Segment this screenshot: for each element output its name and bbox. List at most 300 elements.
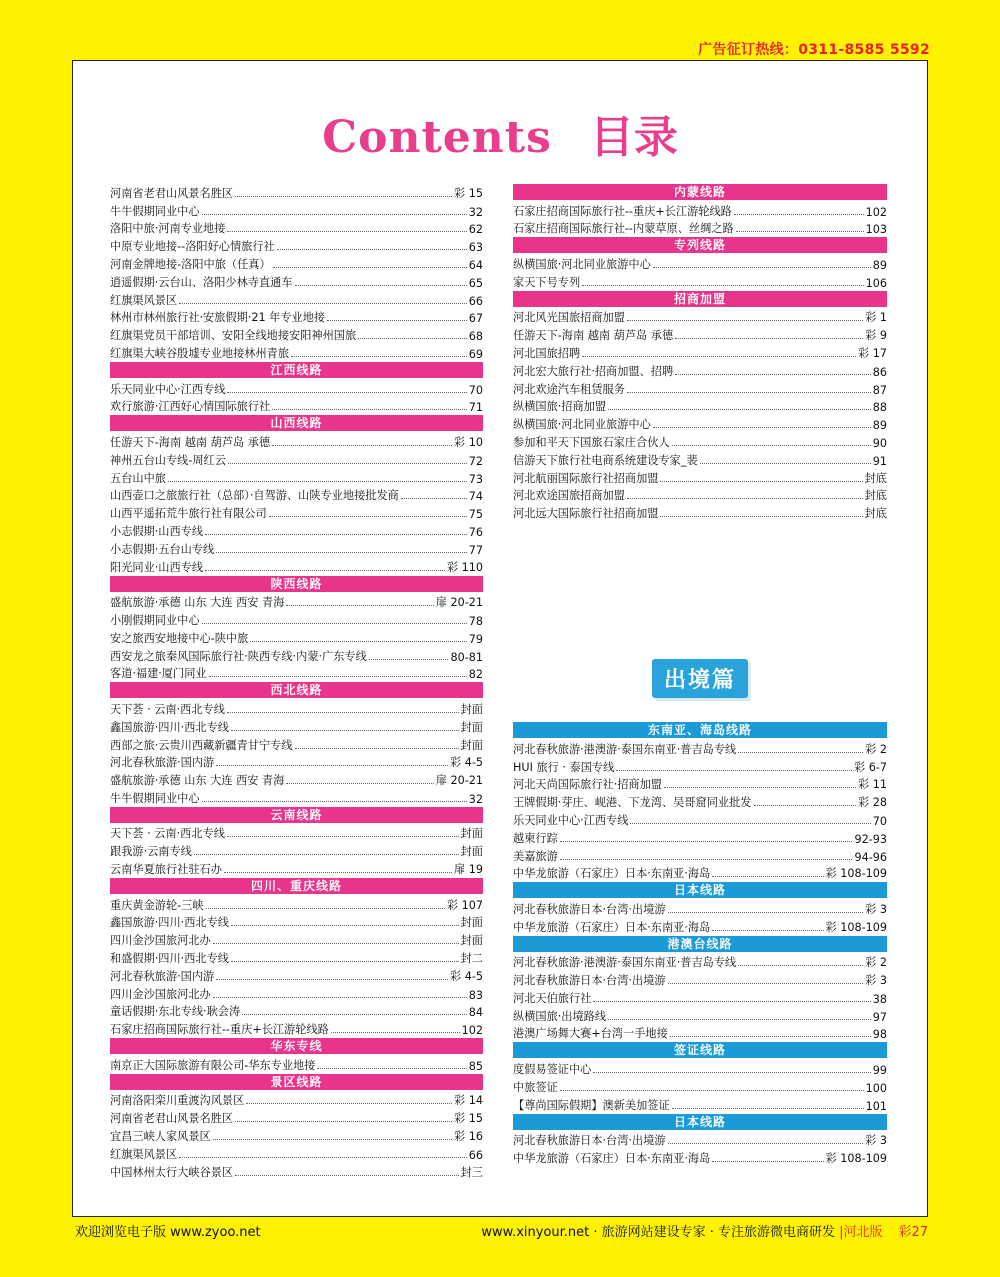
entry-title: 石家庄招商国际旅行社--重庆+长江游轮线路 <box>110 1023 329 1037</box>
toc-entry <box>513 361 887 379</box>
toc-entry <box>513 810 887 828</box>
dot-leader <box>608 1019 871 1020</box>
section-header: 山西线路 <box>110 415 483 431</box>
dot-leader <box>734 214 864 215</box>
toc-entry <box>110 521 483 539</box>
dot-leader <box>231 925 459 926</box>
entry-title: 河南金牌地接-洛阳中旅（任真） <box>110 257 271 271</box>
toc-entry <box>513 739 887 757</box>
dot-leader <box>331 1032 460 1033</box>
entry-title: 王牌假期·芽庄、岘港、下龙湾、吴哥窟同业批发 <box>513 796 752 810</box>
entry-title: 安之旅西安地接中心-陕中旅 <box>110 631 249 645</box>
toc-entry <box>110 325 483 343</box>
dot-leader <box>295 285 467 286</box>
dot-leader <box>286 783 433 784</box>
dot-leader <box>738 965 863 966</box>
dot-leader <box>627 498 863 499</box>
entry-title: 任游天下-海南 越南 葫芦岛 承德 <box>513 329 674 343</box>
toc-entry <box>110 646 483 664</box>
dot-leader <box>675 338 863 339</box>
toc-entry <box>110 824 483 842</box>
toc-entry <box>110 432 483 450</box>
toc-entry <box>513 379 887 397</box>
entry-page: 66 <box>468 1148 483 1162</box>
entry-title: 中华龙旅游（石家庄）日本·东南亚·海岛 <box>513 920 711 934</box>
footer-left <box>75 1221 261 1240</box>
entry-title: 阳光同业·山西专线 <box>110 560 204 574</box>
outbound-badge: 出境篇 <box>652 659 748 698</box>
footer-edition: |河北版 <box>839 1225 883 1240</box>
entry-page: 彩 2 <box>865 742 887 756</box>
toc-entry <box>110 930 483 948</box>
toc-entry <box>110 557 483 575</box>
footer-right <box>481 1221 928 1240</box>
column-gap <box>513 695 887 721</box>
section-header: 江西线路 <box>110 362 483 378</box>
dot-leader <box>560 859 853 860</box>
dot-leader <box>582 356 856 357</box>
toc-entry <box>513 1130 887 1148</box>
section-header: 西北线路 <box>110 682 483 698</box>
dot-leader <box>660 516 862 517</box>
toc-entry <box>110 397 483 415</box>
entry-page: 67 <box>468 312 483 326</box>
entry-title: 河北春秋旅游日本·台湾·出境游 <box>513 1134 666 1148</box>
section-header: 港澳台线路 <box>513 936 887 952</box>
entry-page: 彩 11 <box>858 778 887 792</box>
toc-entry <box>513 917 887 935</box>
dot-leader <box>213 943 459 944</box>
entry-title: 林州市林州旅行社·安旅假期·21 年专业地接 <box>110 311 326 325</box>
entry-title: 欢行旅游·江西好心情国际旅行社 <box>110 400 271 414</box>
toc-entry <box>513 828 887 846</box>
toc-entry <box>110 254 483 272</box>
entry-page: 70 <box>872 814 887 828</box>
dot-leader <box>231 961 459 962</box>
entry-page: 彩 17 <box>858 346 887 360</box>
entry-page: 扉 19 <box>454 863 483 877</box>
entry-title: 中旅签证 <box>513 1080 558 1094</box>
toc-entry <box>110 1108 483 1126</box>
toc-entry <box>110 272 483 290</box>
toc-entry <box>110 1126 483 1144</box>
dot-leader <box>205 534 467 535</box>
toc-entry <box>513 468 887 486</box>
toc-entry <box>513 988 887 1006</box>
toc-entry <box>110 308 483 326</box>
toc-entry <box>513 414 887 432</box>
dot-leader <box>227 231 466 232</box>
entry-page: 85 <box>468 1059 483 1073</box>
toc-entry <box>513 757 887 775</box>
toc-entry <box>110 503 483 521</box>
column-gap <box>513 521 887 659</box>
entry-title: 河北春秋旅游·港澳游·泰国东南亚·普吉岛专线 <box>513 742 737 756</box>
dot-leader <box>202 801 467 802</box>
entry-page: 74 <box>468 490 483 504</box>
page-title <box>73 101 927 165</box>
entry-page: 封面 <box>460 720 483 734</box>
entry-title: 河南省老君山风景名胜区 <box>110 1112 234 1126</box>
toc-entry <box>110 913 483 931</box>
dot-leader <box>560 1090 864 1091</box>
entry-page: 彩 14 <box>454 1094 483 1108</box>
entry-page: 69 <box>468 347 483 361</box>
entry-page: 彩 6-7 <box>853 760 887 774</box>
toc-entry <box>513 272 887 290</box>
dot-leader <box>627 392 871 393</box>
toc-entry <box>110 966 483 984</box>
entry-page: 扉 20-21 <box>435 774 483 788</box>
entry-page: 64 <box>468 258 483 272</box>
title-english: Contents <box>322 112 552 163</box>
dot-leader <box>242 1014 467 1015</box>
dot-leader <box>660 481 862 482</box>
entry-page: 94-96 <box>854 850 887 864</box>
dot-leader <box>228 463 467 464</box>
entry-title: 河北春秋旅游日本·台湾·出境游 <box>513 902 666 916</box>
entry-title: 河北天伯旅行社 <box>513 991 592 1005</box>
dot-leader <box>213 1139 452 1140</box>
entry-page: 彩 107 <box>446 898 483 912</box>
entry-title: 石家庄招商国际旅行社--重庆+长江游轮线路 <box>513 204 732 218</box>
dot-leader <box>369 659 449 660</box>
toc-entry <box>110 290 483 308</box>
entry-title: 乐天同业中心·江西专线 <box>513 813 629 827</box>
toc-entry <box>513 343 887 361</box>
toc-entry <box>110 450 483 468</box>
toc-entry <box>110 539 483 557</box>
entry-title: 河北春秋旅游·国内游 <box>110 969 215 983</box>
entry-title: 港澳广场舞大赛+台湾一手地接 <box>513 1027 668 1041</box>
entry-page: 83 <box>468 988 483 1002</box>
section-header: 景区线路 <box>110 1074 483 1090</box>
entry-title: 度假易签证中心 <box>513 1063 592 1077</box>
entry-page: 封二 <box>460 952 483 966</box>
entry-page: 彩 4-5 <box>449 969 483 983</box>
entry-title: 红旗渠风景区 <box>110 1147 178 1161</box>
dot-leader <box>286 605 433 606</box>
entry-page: 封底 <box>864 489 887 503</box>
entry-page: 66 <box>468 294 483 308</box>
entry-title: 纵横国旅·出境路线 <box>513 1009 607 1023</box>
entry-page: 87 <box>872 383 887 397</box>
entry-title: 鑫国旅游·四川·西北专线 <box>110 916 229 930</box>
toc-entry <box>513 1059 887 1077</box>
right-column <box>513 183 887 1166</box>
outbound-badge-wrap <box>513 659 887 695</box>
entry-page: 86 <box>872 365 887 379</box>
dot-leader <box>277 249 467 250</box>
entry-title: 中华龙旅游（石家庄）日本·东南亚·海岛 <box>513 1152 711 1166</box>
entry-page: 89 <box>872 419 887 433</box>
entry-page: 彩 15 <box>454 1112 483 1126</box>
dot-leader <box>670 1036 871 1037</box>
entry-title: 纵横国旅·河北同业旅游中心 <box>513 418 651 432</box>
dot-leader <box>273 267 467 268</box>
toc-entry <box>110 183 483 201</box>
entry-page: 32 <box>468 205 483 219</box>
page-number: 彩27 <box>898 1225 928 1240</box>
toc-entry <box>110 1091 483 1109</box>
toc-entry <box>513 1024 887 1042</box>
toc-entry <box>513 397 887 415</box>
dot-leader <box>179 1157 467 1158</box>
entry-title: 中国林州太行大峡谷景区 <box>110 1165 234 1179</box>
entry-page: 封底 <box>864 471 887 485</box>
section-header: 日本线路 <box>513 1114 887 1130</box>
entry-page: 封底 <box>864 507 887 521</box>
toc-entry <box>110 1002 483 1020</box>
entry-title: 逍遥假期·云台山、洛阳少林寺直通车 <box>110 275 293 289</box>
toc-entry <box>513 486 887 504</box>
entry-page: 70 <box>468 383 483 397</box>
dot-leader <box>672 1108 864 1109</box>
entry-title: 纵横国旅·河北同业旅游中心 <box>513 257 651 271</box>
entry-title: 河北春秋旅游·港澳游·泰国东南亚·普吉岛专线 <box>513 956 737 970</box>
dot-leader <box>712 876 823 877</box>
dot-leader <box>235 196 452 197</box>
dot-leader <box>216 979 448 980</box>
entry-title: 盛航旅游·承德 山东 大连 西安 青海 <box>110 596 285 610</box>
toc-entry <box>513 254 887 272</box>
entry-page: 84 <box>468 1006 483 1020</box>
toc-entry <box>110 859 483 877</box>
dot-leader <box>206 908 445 909</box>
dot-leader <box>202 623 467 624</box>
toc-entry <box>110 841 483 859</box>
entry-title: 家天下号专列 <box>513 275 581 289</box>
entry-page: 89 <box>872 258 887 272</box>
entry-title: 西部之旅·云贵川西藏新疆青甘宁专线 <box>110 738 293 752</box>
toc-entry <box>110 201 483 219</box>
toc-entry <box>110 236 483 254</box>
entry-page: 彩 3 <box>865 974 887 988</box>
dot-leader <box>327 320 467 321</box>
entry-page: 封面 <box>460 827 483 841</box>
footer-left-text: 欢迎浏览电子版 www.zyoo.net <box>75 1225 261 1240</box>
toc-entry <box>513 219 887 237</box>
entry-page: 彩 110 <box>446 560 483 574</box>
entry-page: 102 <box>865 205 887 219</box>
dot-leader <box>246 1103 452 1104</box>
dot-leader <box>224 872 452 873</box>
section-header: 东南亚、海岛线路 <box>513 722 887 738</box>
dot-leader <box>616 770 852 771</box>
entry-title: 美嘉旅游 <box>513 849 558 863</box>
dot-leader <box>205 570 445 571</box>
entry-title: 牛牛假期同业中心 <box>110 791 200 805</box>
entry-title: 西安龙之旅秦风国际旅行社·陕西专线·内蒙·广东专线 <box>110 649 367 663</box>
entry-title: 牛牛假期同业中心 <box>110 204 200 218</box>
entry-page: 80-81 <box>450 650 483 664</box>
dot-leader <box>672 445 871 446</box>
dot-leader <box>560 841 853 842</box>
toc-entry <box>110 664 483 682</box>
entry-title: 河南洛阳栾川重渡沟风景区 <box>110 1094 245 1108</box>
entry-page: 71 <box>468 401 483 415</box>
dot-leader <box>754 805 857 806</box>
toc-entry <box>513 953 887 971</box>
dot-leader <box>235 1121 452 1122</box>
section-header: 日本线路 <box>513 882 887 898</box>
entry-title: 山西壶口之旅旅行社（总部）·自驾游、山陕专业地接批发商 <box>110 489 399 503</box>
dot-leader <box>216 765 448 766</box>
toc-entry <box>513 503 887 521</box>
toc-entry <box>513 899 887 917</box>
section-header: 内蒙线路 <box>513 184 887 200</box>
toc-entry <box>513 970 887 988</box>
dot-leader <box>668 912 864 913</box>
dot-leader <box>179 303 467 304</box>
entry-page: 32 <box>468 792 483 806</box>
entry-page: 彩 3 <box>865 902 887 916</box>
toc-entry <box>110 753 483 771</box>
entry-title: 重庆黄金游轮-三峡 <box>110 898 204 912</box>
dot-leader <box>736 231 864 232</box>
entry-page: 68 <box>468 330 483 344</box>
dot-leader <box>668 1143 864 1144</box>
entry-title: 小志假期·山西专线 <box>110 524 204 538</box>
entry-title: 参加和平天下国旅石家庄合伙人 <box>513 435 670 449</box>
entry-title: 神州五台山专线-周红云 <box>110 453 226 467</box>
entry-page: 彩 108-109 <box>825 920 887 934</box>
toc-entry <box>513 201 887 219</box>
toc-entry <box>110 1019 483 1037</box>
entry-page: 65 <box>468 276 483 290</box>
contents-frame <box>72 60 928 1217</box>
entry-page: 75 <box>468 508 483 522</box>
entry-page: 彩 16 <box>454 1130 483 1144</box>
entry-page: 62 <box>468 223 483 237</box>
entry-title: 河北宏大旅行社·招商加盟、招聘 <box>513 364 674 378</box>
dot-leader <box>250 641 466 642</box>
entry-page: 102 <box>461 1024 483 1038</box>
toc-entry <box>110 1162 483 1180</box>
entry-title: 越柬行踪 <box>513 831 558 845</box>
entry-title: 河北远大国际旅行社招商加盟 <box>513 507 659 521</box>
entry-page: 98 <box>872 1028 887 1042</box>
dot-leader <box>630 823 870 824</box>
section-header: 招商加盟 <box>513 291 887 307</box>
dot-leader <box>227 712 459 713</box>
toc-entry <box>110 628 483 646</box>
left-column <box>110 183 483 1180</box>
toc-entry <box>110 379 483 397</box>
title-chinese: 目录 <box>589 112 678 163</box>
entry-page: 90 <box>872 436 887 450</box>
entry-page: 79 <box>468 632 483 646</box>
dot-leader <box>700 463 871 464</box>
entry-title: 天下荟 · 云南·西北专线 <box>110 702 225 716</box>
dot-leader <box>401 498 467 499</box>
footer-right-text: www.xinyour.net · 旅游网站建设专家 · 专注旅游微电商研发 <box>481 1225 836 1240</box>
entry-page: 彩 9 <box>865 329 887 343</box>
dot-leader <box>653 427 871 428</box>
entry-page: 封三 <box>460 1165 483 1179</box>
entry-page: 101 <box>865 1099 887 1113</box>
dot-leader <box>168 481 467 482</box>
entry-title: 石家庄招商国际旅行社--内蒙草原、丝绸之路 <box>513 222 734 236</box>
toc-entry <box>513 450 887 468</box>
entry-page: 76 <box>468 525 483 539</box>
toc-entry <box>110 895 483 913</box>
ad-hotline: 广告征订热线：0311-8585 5592 <box>698 42 930 58</box>
entry-title: 红旗渠风景区 <box>110 293 178 307</box>
entry-page: 99 <box>872 1064 887 1078</box>
dot-leader <box>738 752 863 753</box>
entry-page: 封面 <box>460 916 483 930</box>
entry-title: 跟我游·云南专线 <box>110 845 192 859</box>
entry-title: 云南华夏旅行社驻石办 <box>110 863 222 877</box>
entry-page: 38 <box>872 992 887 1006</box>
entry-title: 河北欢途汽车租赁服务 <box>513 382 625 396</box>
dot-leader <box>269 516 467 517</box>
entry-title: 河北风光国旅招商加盟 <box>513 311 625 325</box>
entry-page: 88 <box>872 401 887 415</box>
toc-entry <box>110 1055 483 1073</box>
entry-title: 南京正大国际旅游有限公司-华东专业地接 <box>110 1058 316 1072</box>
entry-title: 中原专业地接--洛阳好心情旅行社 <box>110 240 275 254</box>
entry-page: 77 <box>468 543 483 557</box>
entry-title: 客道·福建·厦门同业 <box>110 667 207 681</box>
dot-leader <box>627 320 863 321</box>
dot-leader <box>202 214 467 215</box>
dot-leader <box>668 983 864 984</box>
entry-title: 河南省老君山风景名胜区 <box>110 186 234 200</box>
entry-page: 100 <box>865 1081 887 1095</box>
entry-page: 彩 28 <box>858 796 887 810</box>
toc-entry <box>513 1077 887 1095</box>
section-header: 云南线路 <box>110 807 483 823</box>
entry-page: 封面 <box>460 702 483 716</box>
entry-page: 82 <box>468 668 483 682</box>
entry-title: 中华龙旅游（石家庄）日本·东南亚·海岛 <box>513 867 711 881</box>
entry-page: 彩 2 <box>865 956 887 970</box>
entry-title: 信游天下旅行社电商系统建设专家_裴 <box>513 453 698 467</box>
toc-entry <box>513 432 887 450</box>
entry-title: 红旗渠党员干部培训、安阳全线地接安阳神州国旅 <box>110 329 357 343</box>
entry-page: 63 <box>468 241 483 255</box>
dot-leader <box>295 748 459 749</box>
dot-leader <box>216 552 467 553</box>
dot-leader <box>235 1175 459 1176</box>
entry-page: 72 <box>468 454 483 468</box>
entry-title: 河北欢途国旅招商加盟 <box>513 489 625 503</box>
toc-entry <box>513 775 887 793</box>
dot-leader <box>227 836 459 837</box>
toc-entry <box>110 788 483 806</box>
toc-entry <box>110 984 483 1002</box>
dot-leader <box>712 930 823 931</box>
toc-entry <box>513 308 887 326</box>
toc-entry <box>513 1095 887 1113</box>
toc-entry <box>110 610 483 628</box>
dot-leader <box>653 267 871 268</box>
section-header: 四川、重庆线路 <box>110 878 483 894</box>
entry-title: 红旗渠大峡谷殷墟专业地接林州青旅 <box>110 346 290 360</box>
entry-title: 五台山中旅 <box>110 471 166 485</box>
entry-page: 106 <box>865 276 887 290</box>
dot-leader <box>227 392 466 393</box>
toc-entry <box>110 948 483 966</box>
section-header: 陕西线路 <box>110 576 483 592</box>
entry-page: 92-93 <box>854 832 887 846</box>
entry-title: 河北天尚国际旅行社·招商加盟 <box>513 778 662 792</box>
dot-leader <box>593 1001 870 1002</box>
entry-title: 四川金沙国旅河北办 <box>110 934 211 948</box>
dot-leader <box>664 787 856 788</box>
